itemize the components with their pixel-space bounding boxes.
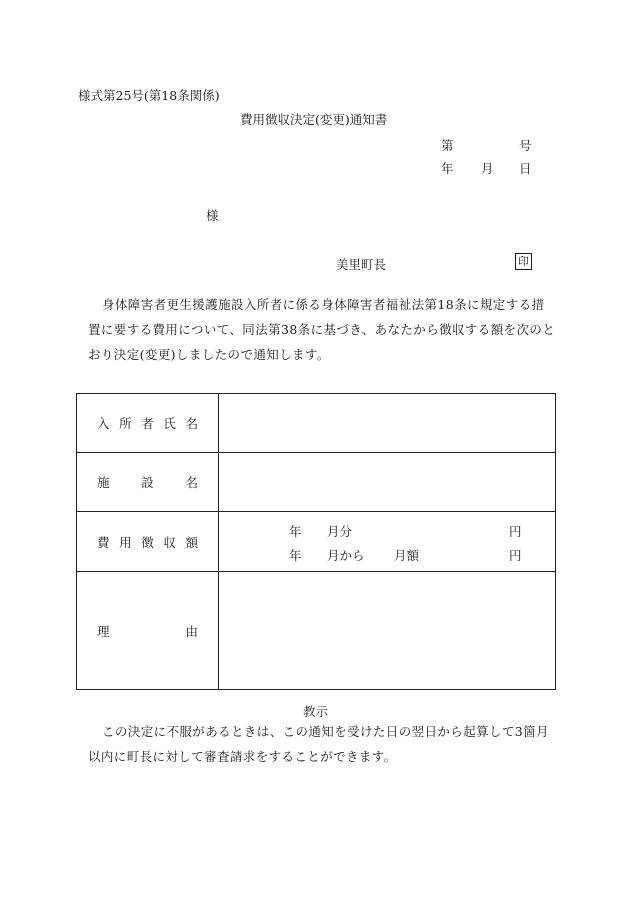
label-char: 所: [119, 416, 132, 431]
value-reason: [219, 572, 556, 690]
label-char: 設: [141, 475, 154, 490]
document-number-prefix: 第: [441, 138, 454, 153]
date-year-label: 年: [441, 161, 454, 176]
date-day-label: 日: [519, 161, 532, 176]
label-char: 氏: [163, 416, 176, 431]
table-row-reason: [77, 572, 556, 690]
table-row-resident-name: [77, 394, 556, 453]
label-facility-name: [77, 453, 219, 512]
label-char: 施: [97, 475, 110, 490]
table-row-fee-amount: [77, 512, 556, 572]
fee-line-monthly: [219, 542, 555, 566]
label-char: 名: [185, 416, 198, 431]
fee-month-label: 月分: [327, 523, 353, 539]
fee-unit-label: 円: [509, 523, 522, 539]
notice-heading: 教示: [303, 704, 329, 719]
label-char: 入: [97, 416, 110, 431]
label-char: 者: [141, 416, 154, 431]
addressee-honorific: 様: [206, 208, 219, 223]
label-fee-amount: [77, 512, 219, 572]
document-title: 費用徴収決定(変更)通知書: [240, 112, 388, 127]
label-char: 徴: [141, 534, 154, 550]
fee-year-label: 年: [289, 523, 302, 539]
document-number-suffix: 号: [519, 138, 532, 153]
info-table: [76, 393, 556, 690]
issuer-title: 美里町長: [336, 257, 387, 272]
label-char: 由: [185, 623, 198, 639]
seal-stamp: 印: [515, 253, 532, 270]
value-fee-amount: [219, 512, 556, 572]
label-resident-name: [77, 394, 219, 453]
fee-year-label: 年: [289, 547, 302, 563]
form-number: 様式第25号(第18条関係): [78, 88, 220, 103]
label-char: 理: [97, 623, 110, 639]
fee-month-from-label: 月から: [327, 547, 365, 563]
table-row-facility-name: [77, 453, 556, 512]
label-reason: [77, 572, 219, 690]
value-resident-name: [219, 394, 556, 453]
fee-monthly-label: 月額: [394, 547, 420, 563]
value-facility-name: [219, 453, 556, 512]
label-char: 費: [97, 534, 110, 550]
fee-unit-label: 円: [509, 547, 522, 563]
fee-line-month: [219, 518, 555, 542]
notice-paragraph: この決定に不服があるときは、この通知を受けた日の翌日から起算して3箇月以内に町長に対して審査請求をすることができます。: [88, 724, 549, 764]
label-char: 額: [185, 534, 198, 550]
label-char: 収: [163, 534, 176, 550]
label-char: 用: [119, 534, 132, 550]
date-month-label: 月: [481, 161, 494, 176]
body-paragraph: 身体障害者更生援護施設入所者に係る身体障害者福祉法第18条に規定する措置に要する費用について、同法第38条に基づき、あなたから徴収する額を次のとおり決定(変更)しましたので通知します。: [88, 297, 556, 362]
label-char: 名: [185, 475, 198, 490]
